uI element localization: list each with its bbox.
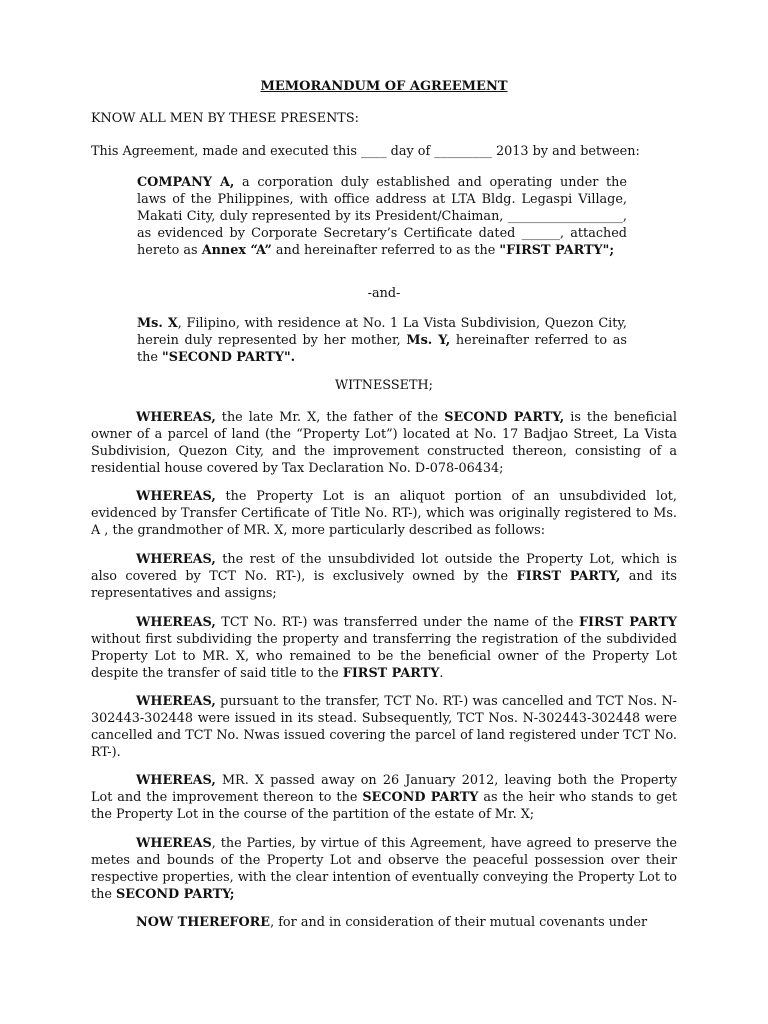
whereas-lead: WHEREAS,: [136, 552, 216, 567]
clause-text: as the heir who stands to get the Property Lot in the course of the partition of the estate of Mr. X;: [91, 790, 678, 822]
clause-text: , the Parties, by virtue of this Agreement, have agreed to preserve the metes and bounds of the Property Lot and observe the peaceful possession over their respective properties, with the clear intention of eventually conveying the Property Lot to the: [91, 836, 677, 902]
annex-label: Annex “A”: [201, 243, 272, 258]
first-party-name: COMPANY A,: [137, 175, 235, 190]
whereas-clause-2: [91, 488, 677, 539]
clause-text: the Property Lot is an aliquot portion of an unsubdivided lot, evidenced by Transfer Certificate of Title No. RT-), which was originally registered to Ms. A , the grandmother of MR. X, more particularly described as follows:: [91, 489, 677, 538]
whereas-lead: WHEREAS,: [136, 489, 216, 504]
know-all-line: KNOW ALL MEN BY THESE PRESENTS:: [91, 111, 359, 126]
whereas-lead: WHEREAS,: [136, 773, 216, 788]
whereas-clause-1: [91, 409, 677, 477]
whereas-lead: WHEREAS,: [136, 615, 216, 630]
clause-text: and its representatives and assigns;: [91, 569, 677, 601]
first-party-text: a corporation duly established and operating under the laws of the Philippines, with office address at LTA Bldg. Legaspi Village, Makati City, duly represented by its President/Chaiman, __________________, as evidenced by Corporate Secretary’s Certificate dated ______, attached hereto as: [137, 175, 628, 258]
clause-text: .: [439, 666, 444, 681]
first-party-paragraph: [137, 174, 627, 259]
second-party-text-2: hereinafter referred to as the: [137, 333, 627, 365]
clause-text: is the beneficial owner of a parcel of land (the “Property Lot”) located at No. 17 Badjao Street, La Vista Subdivision, Quezon City, and the improvement constructed thereon, consisting of a residential house covered by Tax Declaration No. D-078-06434;: [91, 410, 678, 476]
clause-text: the late Mr. X, the father of the: [215, 410, 445, 425]
whereas-lead: WHEREAS: [136, 836, 212, 851]
whereas-clause-7: [91, 835, 677, 903]
clause-bold: SECOND PARTY: [362, 790, 479, 805]
clause-text: TCT No. RT-) was transferred under the name of the: [215, 615, 579, 630]
whereas-lead: WHEREAS,: [136, 410, 216, 425]
whereas-clause-6: [91, 772, 677, 823]
whereas-lead: WHEREAS,: [136, 694, 216, 709]
clause-text: without first subdividing the property and transferring the registration of the subdivided Property Lot to MR. X, who remained to be the beneficial owner of the Property Lot despite the transfer of said title to the: [91, 632, 677, 681]
whereas-clause-5: [91, 693, 677, 761]
now-therefore-clause: [91, 914, 677, 931]
now-therefore-lead: NOW THEREFORE: [136, 915, 271, 930]
clause-text: the rest of the unsubdivided lot outside the Property Lot, which is also covered by TCT No. RT-), is exclusively owned by the: [91, 552, 677, 584]
second-party-label: "SECOND PARTY".: [162, 350, 296, 365]
second-party-paragraph: [137, 315, 627, 366]
clause-text: , for and in consideration of their mutual covenants under: [270, 915, 648, 930]
clause-bold: FIRST PARTY: [578, 615, 677, 630]
second-party-rep: Ms. Y,: [406, 333, 451, 348]
first-party-label: "FIRST PARTY";: [499, 243, 615, 258]
whereas-clause-3: [91, 551, 677, 602]
clause-text: pursuant to the transfer, TCT No. RT-) was cancelled and TCT Nos. N-302443-302448 were issued in its stead. Subsequently, TCT Nos. N-302443-302448 were cancelled and TCT No. Nwas issued covering the parcel of land registered under TCT No. RT-).: [91, 694, 677, 760]
clause-text: MR. X passed away on 26 January 2012, leaving both the Property Lot and the improvement thereon to the: [91, 773, 677, 805]
whereas-clause-4: [91, 614, 677, 682]
clause-bold: SECOND PARTY;: [116, 887, 235, 902]
first-party-text-2: and hereinafter referred to as the: [271, 243, 500, 258]
clause-bold: FIRST PARTY,: [516, 569, 621, 584]
clause-bold: SECOND PARTY,: [444, 410, 565, 425]
clause-bold: FIRST PARTY: [342, 666, 440, 681]
second-party-name: Ms. X: [137, 316, 178, 331]
second-party-text: , Filipino, with residence at No. 1 La Vista Subdivision, Quezon City, herein duly represented by her mother,: [137, 316, 627, 348]
witnesseth-heading: WITNESSETH;: [335, 378, 433, 393]
and-separator: -and-: [367, 286, 401, 301]
intro-line: This Agreement, made and executed this ____ day of _________ 2013 by and between:: [91, 144, 640, 159]
document-title: MEMORANDUM OF AGREEMENT: [260, 79, 508, 94]
